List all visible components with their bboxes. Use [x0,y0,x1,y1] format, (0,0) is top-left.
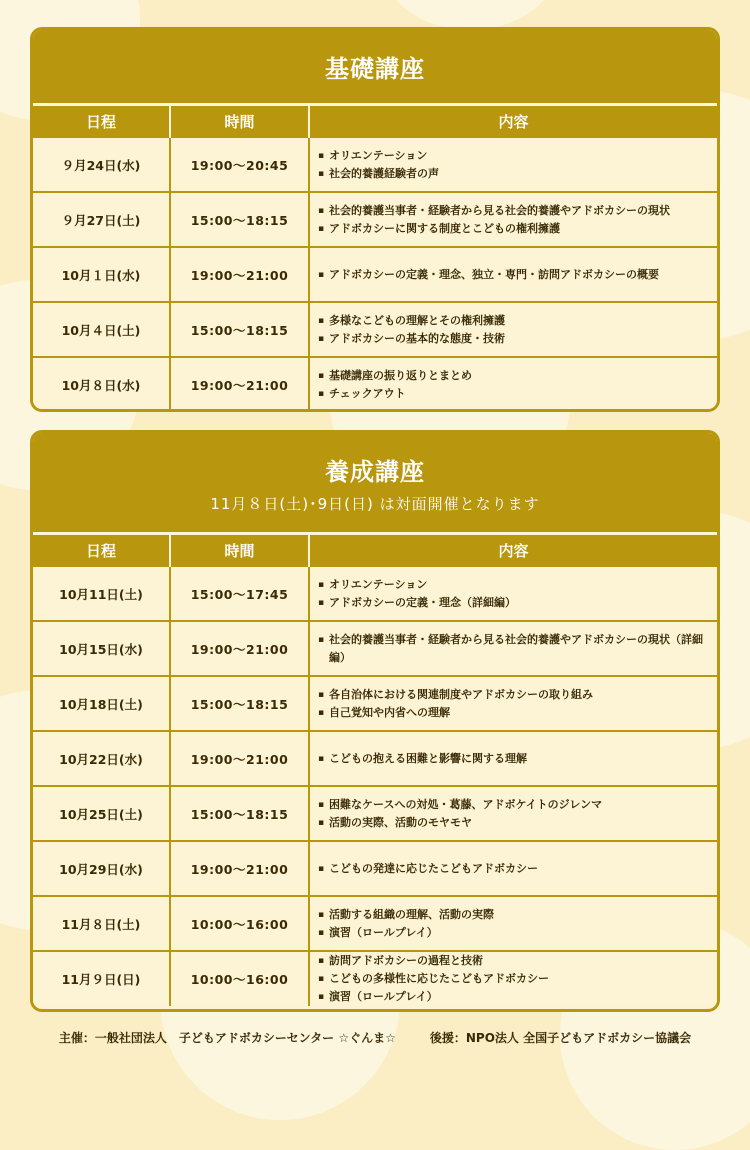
schedule-row [33,137,717,192]
content-item-text: 演習（ロールプレイ） [329,925,438,939]
schedule-row [33,731,717,786]
bullet-icon: ▪ [318,370,325,381]
row-time: 19:00～21:00 [170,841,309,896]
content-item [318,860,717,878]
content-item-text: こどもの抱える困難と影響に関する理解 [329,751,527,765]
content-item [318,924,717,942]
content-item-text: 自己覚知や内省への理解 [329,705,450,719]
content-item [318,814,717,832]
content-item [318,147,717,165]
training-course-title: 養成講座 [325,457,425,486]
row-date: 10月15日(水) [33,621,170,676]
row-content [309,731,717,786]
bullet-icon: ▪ [318,315,325,326]
row-date: 10月22日(水) [33,731,170,786]
bullet-icon: ▪ [318,223,325,234]
content-item [318,970,717,988]
bullet-icon: ▪ [318,707,325,718]
row-time: 19:00～20:45 [170,137,309,192]
row-content [309,566,717,621]
schedule-row [33,247,717,302]
schedule-row [33,621,717,676]
row-date: 10月８日(水) [33,357,170,411]
row-time: 19:00～21:00 [170,731,309,786]
organizer-text: 主催：一般社団法人 子どもアドボカシーセンター ☆ぐんま☆ [58,1031,396,1045]
content-item-text: 演習（ロールプレイ） [329,990,438,1003]
bullet-icon: ▪ [318,150,325,161]
row-date: 10月１日(水) [33,247,170,302]
schedule-row [33,896,717,951]
row-time: 15:00～18:15 [170,192,309,247]
row-date: 10月11日(土) [33,566,170,621]
row-date: 10月25日(土) [33,786,170,841]
row-content [309,137,717,192]
basic-course-panel [30,27,720,412]
row-time: 19:00～21:00 [170,247,309,302]
content-item [318,220,717,238]
row-date: ９月27日(土) [33,192,170,247]
row-time: 15:00～17:45 [170,566,309,621]
content-item-text: アドボカシーの基本的な態度・技術 [329,331,505,345]
basic-course-title: 基礎講座 [325,55,425,83]
row-content [309,247,717,302]
schedule-row [33,357,717,411]
row-time: 10:00～16:00 [170,951,309,1006]
schedule-row [33,192,717,247]
content-item [318,165,717,183]
content-item [318,704,717,722]
row-time: 15:00～18:15 [170,786,309,841]
bullet-icon: ▪ [318,634,325,645]
content-item [318,385,717,403]
content-item [318,594,717,612]
content-item-text: 訪問アドボカシーの過程と技術 [329,954,483,967]
training-course-panel [30,430,720,1012]
bullet-icon: ▪ [318,205,325,216]
content-item-text: 社会的養護当事者・経験者から見る社会的養護やアドボカシーの現状（詳細編） [329,632,703,664]
content-item [318,796,717,814]
content-item-text: 多様なこどもの理解とその権利擁護 [329,313,505,327]
content-item-text: 困難なケースへの対処・葛藤、アドボケイトのジレンマ [329,797,603,811]
content-item [318,330,717,348]
row-date: 10月29日(水) [33,841,170,896]
training-course-header [33,433,717,535]
header-time: 時間 [170,106,309,137]
sponsor-text: 後援：NPO法人 全国子どもアドボカシー協議会 [429,1031,692,1045]
content-item [318,367,717,385]
content-item-text: 社会的養護当事者・経験者から見る社会的養護やアドボカシーの現状 [329,203,670,217]
basic-schedule-table [33,106,717,411]
content-item-text: チェックアウト [329,386,406,400]
bullet-icon: ▪ [318,817,325,828]
header-time: 時間 [170,535,309,566]
row-time: 19:00～21:00 [170,357,309,411]
header-date: 日程 [33,535,170,566]
schedule-row [33,676,717,731]
row-content [309,621,717,676]
basic-course-header [33,30,717,106]
footer [0,1029,750,1051]
row-content [309,841,717,896]
bullet-icon: ▪ [318,333,325,344]
content-item-text: 活動の実際、活動のモヤモヤ [329,815,472,829]
bullet-icon: ▪ [318,269,325,280]
bg-circle [380,0,560,30]
row-content [309,786,717,841]
row-date: 10月18日(土) [33,676,170,731]
table-header-row [33,535,717,566]
content-item-text: オリエンテーション [329,577,428,591]
row-time: 19:00～21:00 [170,621,309,676]
bullet-icon: ▪ [318,974,325,984]
header-date: 日程 [33,106,170,137]
content-item [318,266,717,284]
row-content [309,192,717,247]
schedule-row [33,786,717,841]
content-item [318,952,717,970]
content-item [318,631,717,667]
content-item [318,576,717,594]
content-item-text: オリエンテーション [329,148,428,162]
row-content [309,676,717,731]
bullet-icon: ▪ [318,992,325,1002]
schedule-row [33,566,717,621]
table-header-row [33,106,717,137]
content-item-text: 社会的養護経験者の声 [329,166,439,180]
content-item-text: こどもの発達に応じたこどもアドボカシー [329,861,538,875]
bullet-icon: ▪ [318,689,325,700]
content-item-text: 活動する組織の理解、活動の実際 [329,907,494,921]
content-item-text: こどもの多様性に応じたこどもアドボカシー [329,972,549,985]
header-content: 内容 [309,106,717,137]
content-item-text: 各自治体における関連制度やアドボカシーの取り組み [329,687,593,701]
content-item-text: アドボカシーに関する制度とこどもの権利擁護 [329,221,560,235]
row-time: 15:00～18:15 [170,302,309,357]
bullet-icon: ▪ [318,927,325,938]
content-item-text: 基礎講座の振り返りとまとめ [329,368,472,382]
row-date: 10月４日(土) [33,302,170,357]
bullet-icon: ▪ [318,579,325,590]
training-schedule-table [33,535,717,1006]
content-item-text: アドボカシーの定義・理念、独立・専門・訪問アドボカシーの概要 [329,267,659,281]
schedule-row [33,951,717,1006]
content-item [318,686,717,704]
bullet-icon: ▪ [318,597,325,608]
row-date: ９月24日(水) [33,137,170,192]
schedule-row [33,302,717,357]
training-course-note: 11月８日(土)･9日(日) は対面開催となります [210,494,540,513]
row-content [309,896,717,951]
bullet-icon: ▪ [318,799,325,810]
content-item [318,906,717,924]
bullet-icon: ▪ [318,909,325,920]
row-date: 11月８日(土) [33,896,170,951]
bullet-icon: ▪ [318,956,325,966]
content-item-text: アドボカシーの定義・理念（詳細編） [329,595,516,609]
bullet-icon: ▪ [318,388,325,399]
row-date: 11月９日(日) [33,951,170,1006]
schedule-row [33,841,717,896]
row-time: 10:00～16:00 [170,896,309,951]
bullet-icon: ▪ [318,753,325,764]
content-item [318,312,717,330]
content-item [318,202,717,220]
row-content [309,951,717,1006]
content-item [318,988,717,1006]
row-content [309,357,717,411]
row-time: 15:00～18:15 [170,676,309,731]
bullet-icon: ▪ [318,168,325,179]
header-content: 内容 [309,535,717,566]
content-item [318,750,717,768]
row-content [309,302,717,357]
bullet-icon: ▪ [318,863,325,874]
